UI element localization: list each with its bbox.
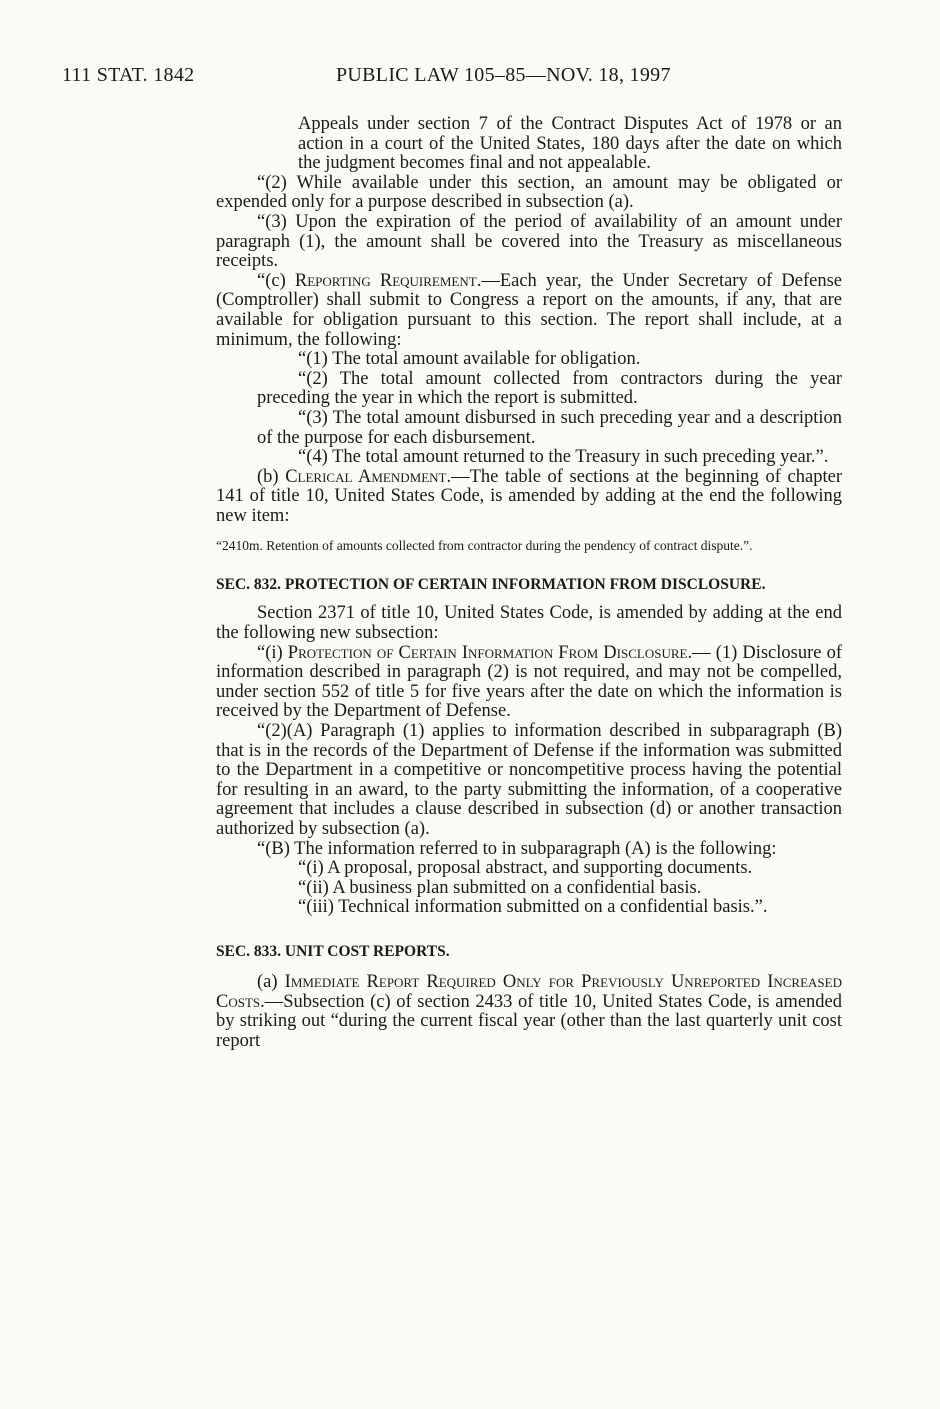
subsection-833a-lead: (a) [257,971,285,992]
clause-1: “(1) The total amount available for obligation. [298,349,641,370]
section-833-heading: SEC. 833. UNIT COST REPORTS. [216,942,450,960]
subsection-c [216,272,842,350]
subsection-833a-body: .—Subsection (c) of section 2433 of title 10, United States Code, is amended by striking out “during the current fiscal year (other than the last quarterly unit cost report [216,991,842,1051]
public-law-citation: PUBLIC LAW 105–85—NOV. 18, 1997 [336,64,671,86]
paragraph-2A: “(2)(A) Paragraph (1) applies to information described in subparagraph (B) that is in the records of the Department of Defense if the information was submitted to the Department in a competitive or noncompetitive process having the potential for resulting in an award, to the party submitting the information, of a cooperative agreement that includes a clause described in subsection (d) or another transaction authorized by subsection (a). [216,721,842,839]
paragraph-2B: “(B) The information referred to in subparagraph (A) is the following: [257,838,777,859]
subsection-c-heading: Reporting Requirement [294,270,477,291]
clause-3: “(3) The total amount disbursed in such preceding year and a description of the purpose for each disbursement. [257,407,842,448]
subsection-b-body: .—The table of sections at the beginning of chapter 141 of title 10, United States Code, is amended by adding at the end the following new item: [216,466,842,526]
section-832-heading: SEC. 832. PROTECTION OF CERTAIN INFORMATION FROM DISCLOSURE. [216,576,766,594]
section-832-intro: Section 2371 of title 10, United States Code, is amended by adding at the end the following new subsection: [216,603,842,644]
statute-page-reference: 111 STAT. 1842 [62,64,195,86]
clause-i: “(i) A proposal, proposal abstract, and supporting documents. [298,858,753,879]
clause-ii: “(ii) A business plan submitted on a confidential basis. [298,877,702,898]
subsection-b [216,468,842,527]
paragraph-3: “(3) Upon the expiration of the period of availability of an amount under paragraph (1), the amount shall be covered into the Treasury as miscellaneous receipts. [216,211,842,272]
subsection-c-lead: “(c) [257,270,295,291]
subsection-833a-heading: Immediate Report Required Only for Previously Unreported Increased Costs [216,971,842,1012]
clause-iii: “(iii) Technical information submitted on a confidential basis.”. [298,897,768,918]
section-833-subsection-a [216,973,842,1051]
clause-4: “(4) The total amount returned to the Treasury in such preceding year.”. [298,447,829,468]
subsection-b-heading: Clerical Amendment [285,466,447,487]
paragraph-continued: Appeals under section 7 of the Contract Disputes Act of 1978 or an action in a court of the United States, 180 days after the date on which the judgment becomes final and not appealable. [298,114,842,174]
subsection-c-body: .—Each year, the Under Secretary of Defense (Comptroller) shall submit to Congress a report on the amounts, if any, that are available for obligation pursuant to this section. The report shall include, at a minimum, the following: [216,270,842,350]
subsection-i-body: .— (1) Disclosure of information described in paragraph (2) is not required, and may not be compelled, under section 552 of title 5 for five years after the date on which the information is received by the Department of Defense. [216,642,842,722]
subsection-i [216,644,842,722]
clause-2: “(2) The total amount collected from contractors during the year preceding the year in which the report is submitted. [257,368,842,409]
subsection-i-heading: Protection of Certain Information From Disclosure [287,642,688,663]
subsection-i-lead: “(i) [257,642,288,663]
paragraph-2: “(2) While available under this section, an amount may be obligated or expended only for a purpose described in subsection (a). [216,172,842,213]
page-body [216,115,842,1051]
table-of-sections-item: “2410m. Retention of amounts collected from contractor during the pendency of contract dispute.”. [216,538,753,554]
subsection-b-lead: (b) [257,466,286,487]
